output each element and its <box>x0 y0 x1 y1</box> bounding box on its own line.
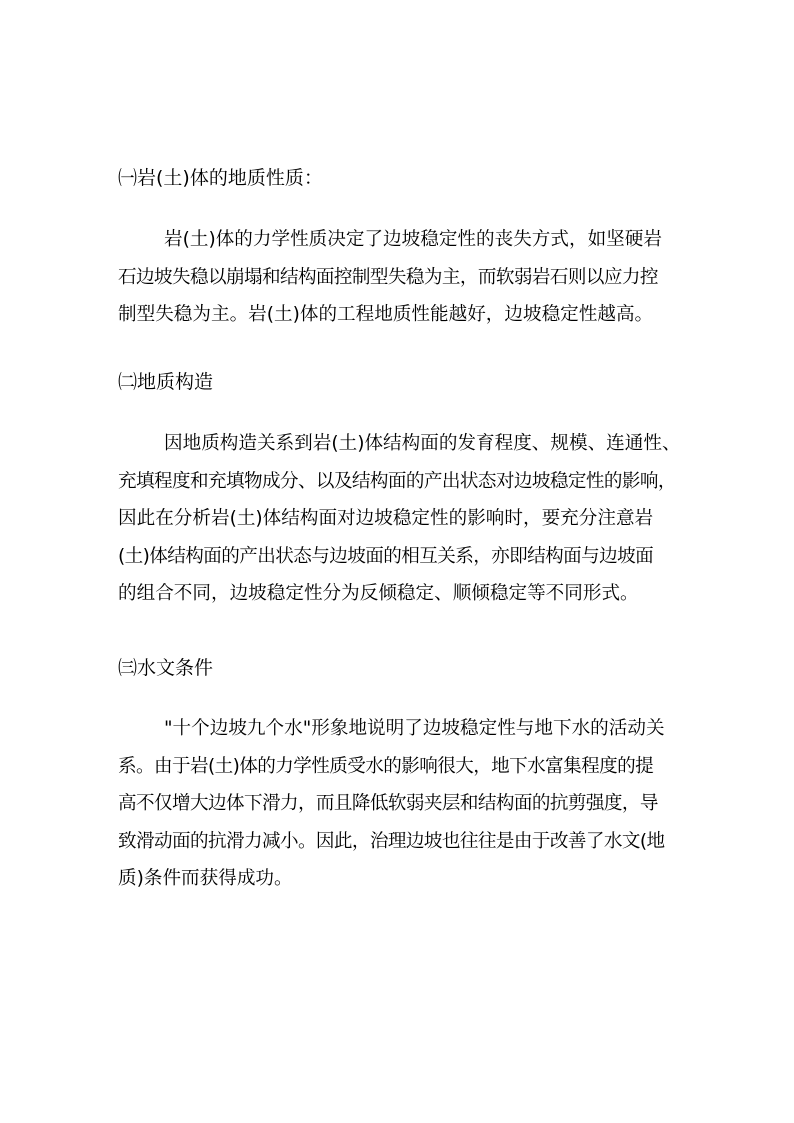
paragraph-line: 质)条件而获得成功。 <box>118 868 293 889</box>
paragraph-line: 系。由于岩(土)体的力学性质受水的影响很大，地下水富集程度的提 <box>118 755 654 777</box>
paragraph-line: 致滑动面的抗滑力减小。因此，治理边坡也往往是由于改善了水文(地 <box>118 830 665 852</box>
paragraph-hydrology <box>118 710 693 898</box>
paragraph-line: 的组合不同，边坡稳定性分为反倾稳定、顺倾稳定等不同形式。 <box>118 583 639 604</box>
paragraph-line: 充填程度和充填物成分、以及结构面的产出状态对边坡稳定性的影响， <box>118 470 676 492</box>
paragraph-line: (土)体结构面的产出状态与边坡面的相互关系，亦即结构面与边坡面 <box>118 545 654 567</box>
paragraph-line: 因此在分析岩(土)体结构面对边坡稳定性的影响时，要充分注意岩 <box>118 508 654 529</box>
paragraph-line: 因地质构造关系到岩(土)体结构面的发育程度、规模、连通性、 <box>164 433 681 454</box>
paragraph-line: 高不仅增大边体下滑力，而且降低软弱夹层和结构面的抗剪强度，导 <box>118 793 658 814</box>
paragraph-line: 石边坡失稳以崩塌和结构面控制型失稳为主，而软弱岩石则以应力控 <box>118 266 658 288</box>
paragraph-rock-properties <box>118 221 693 334</box>
paragraph-line: 岩(土)体的力学性质决定了边坡稳定性的丧失方式，如坚硬岩 <box>164 229 662 250</box>
section-heading-rock-properties: ㈠岩(土)体的地质性质： <box>118 167 323 189</box>
section-heading-hydrology: ㈢水文条件 <box>118 657 214 679</box>
paragraph-geological-structure <box>118 425 693 613</box>
section-heading-geological-structure: ㈡地质构造 <box>118 371 214 393</box>
paragraph-line: "十个边坡九个水"形象地说明了边坡稳定性与地下水的活动关 <box>164 718 665 739</box>
paragraph-line: 制型失稳为主。岩(土)体的工程地质性能越好，边坡稳定性越高。 <box>118 304 654 325</box>
